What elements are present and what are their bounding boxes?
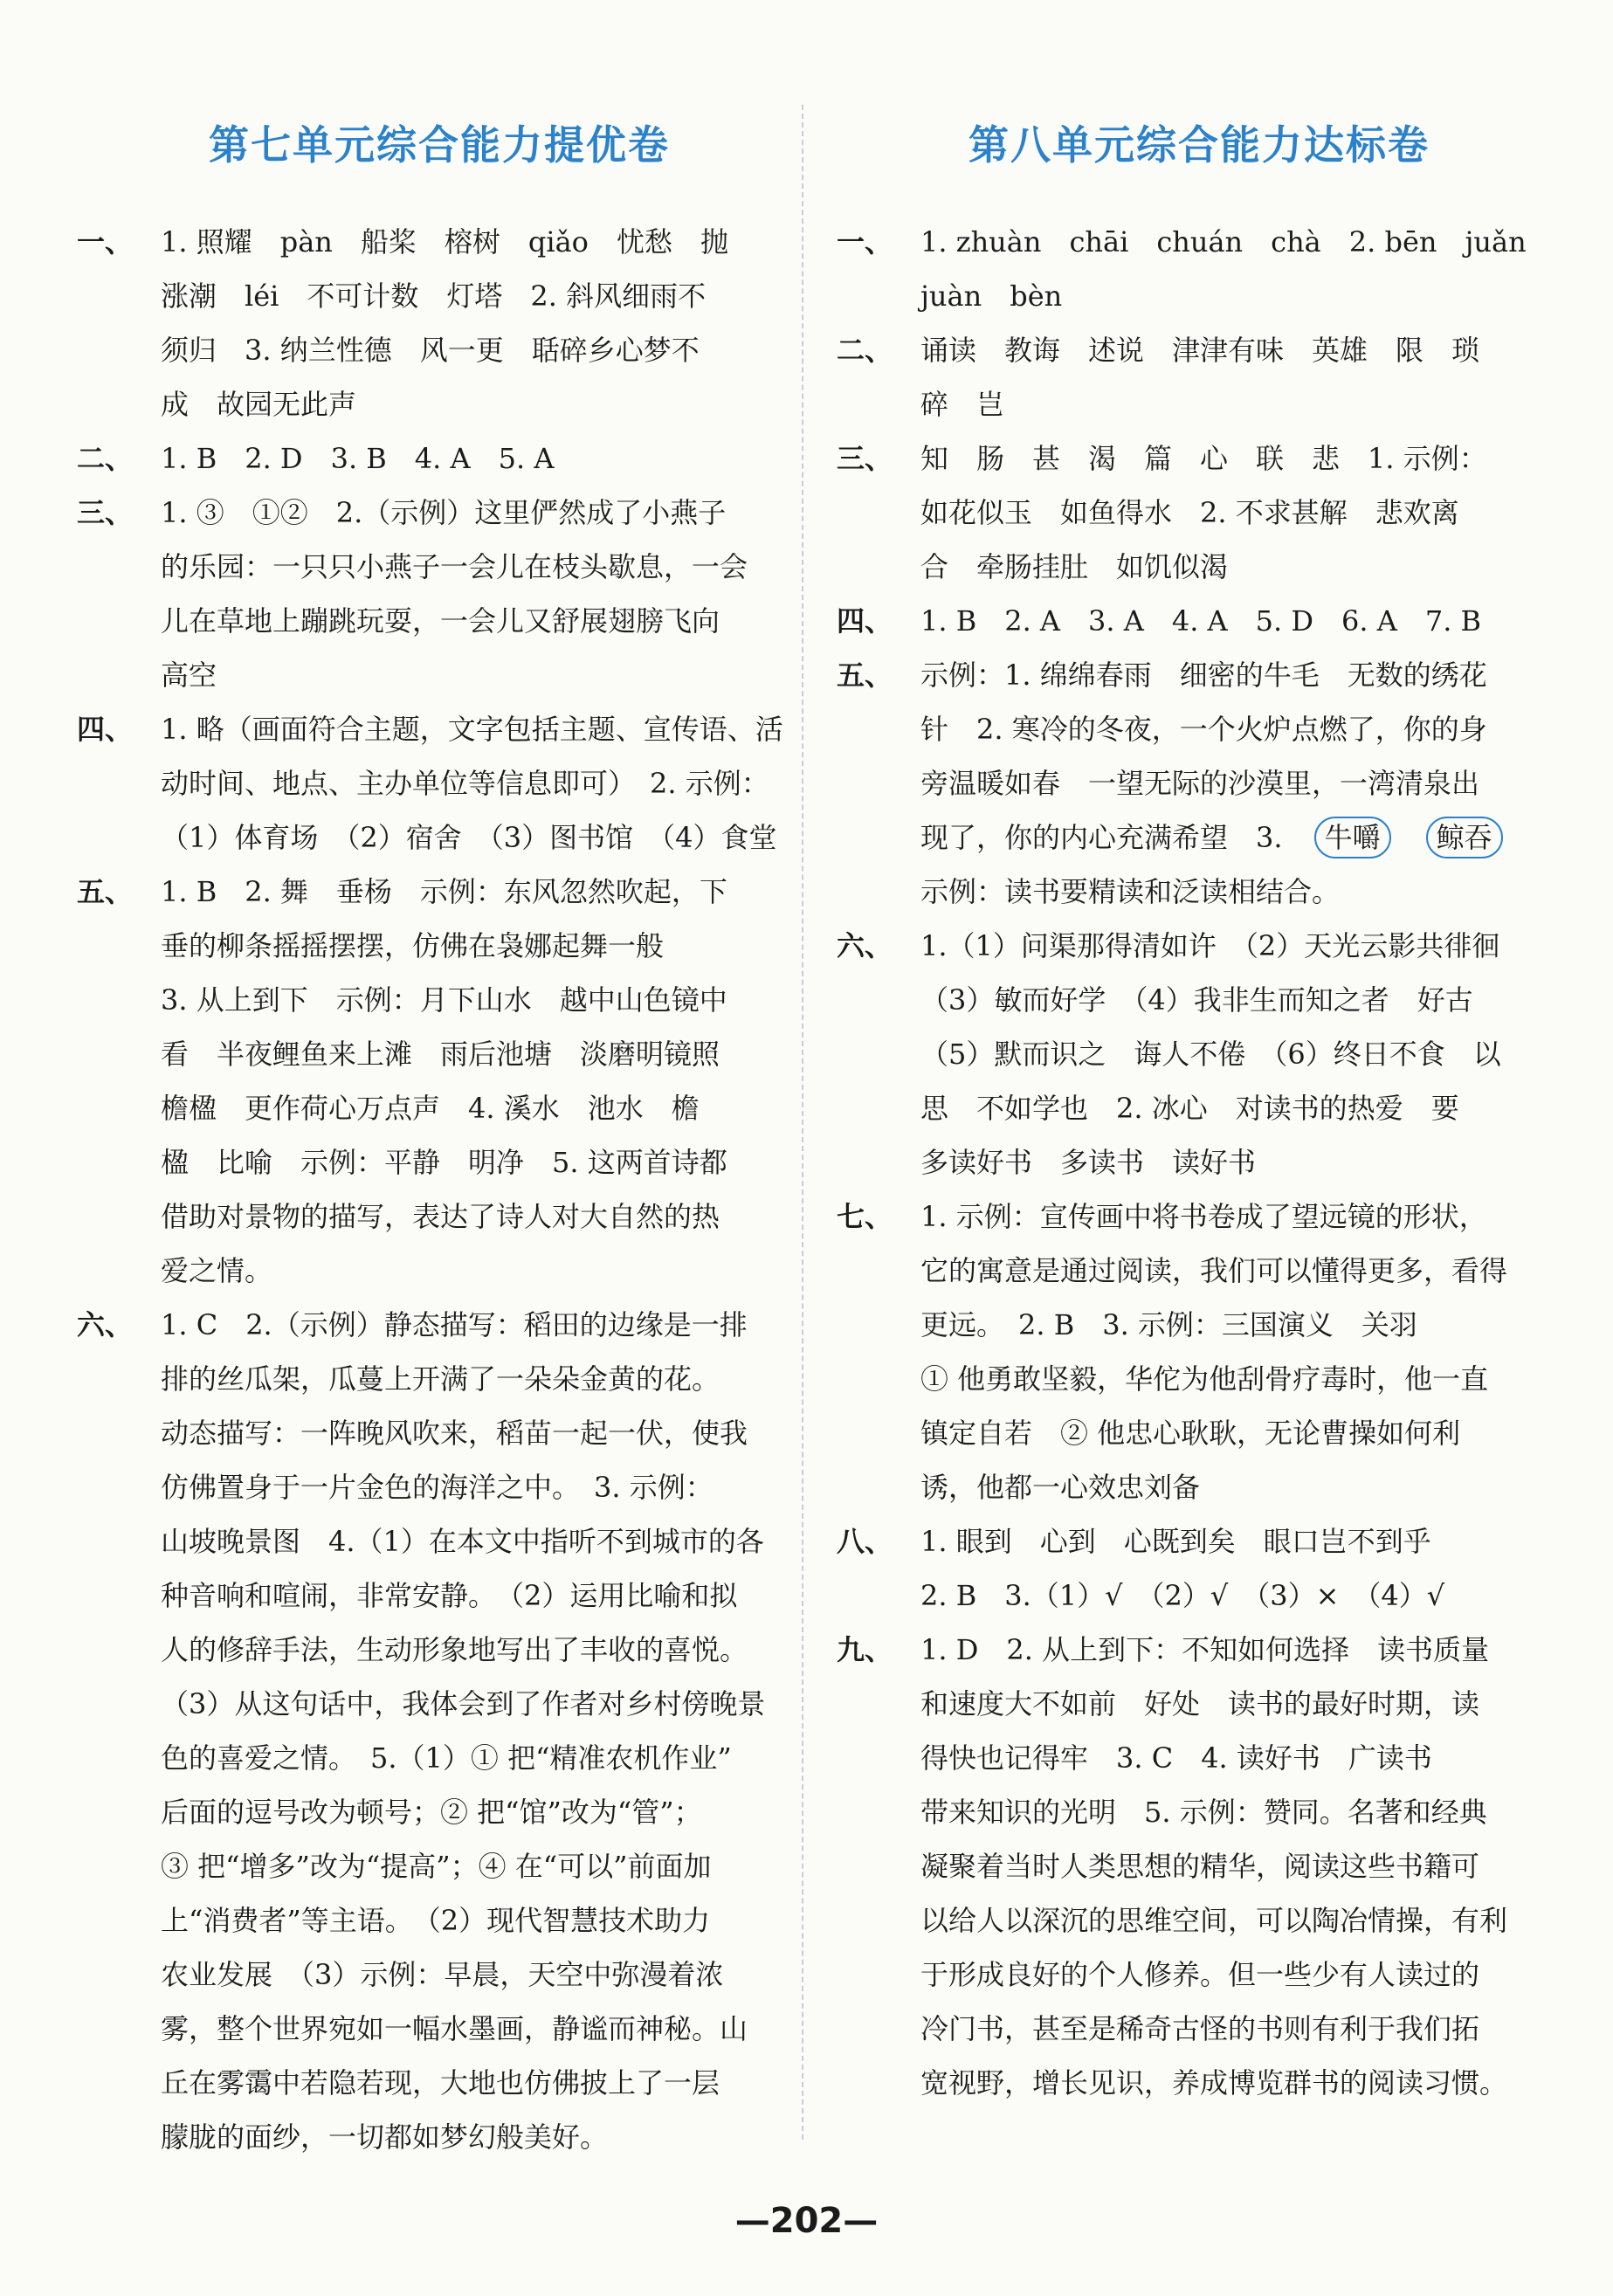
section-label: 五、 (77, 875, 134, 908)
answer-text: 色的喜爱之情。 5.（1）① 把“精准农机作业” (161, 1741, 732, 1775)
answer-line (77, 1514, 802, 1569)
answer-text: 1. zhuàn chāi chuán chà 2. bēn juǎn (920, 225, 1527, 259)
answer-text: （3）从这句话中，我体会到了作者对乡村傍晚景 (161, 1687, 766, 1720)
section-label: 九、 (837, 1633, 893, 1666)
answer-text: 爱之情。 (161, 1254, 273, 1287)
left-column (77, 114, 802, 2164)
answer-line (77, 377, 802, 431)
answer-text: 垂的柳条摇摇摆摆，仿佛在袅娜起舞一般 (161, 929, 665, 962)
answer-text: 雾，整个世界宛如一幅水墨画，静谧而神秘。山 (161, 2012, 748, 2045)
answer-text: 1. 照耀 pàn 船桨 榕树 qiǎo 忧愁 抛 (161, 225, 728, 259)
answer-text: 诵读 教诲 述说 津津有味 英雄 限 琐 (920, 334, 1480, 367)
answer-text: 凝聚着当时人类思想的精华，阅读这些书籍可 (920, 1850, 1480, 1883)
answer-line (77, 1569, 802, 1623)
answer-line (837, 702, 1561, 756)
page-number: —202— (734, 2201, 879, 2241)
answer-text: 檐楹 更作荷心万点声 4. 溪水 池水 檐 (161, 1092, 700, 1125)
left-answers (77, 215, 802, 2164)
answer-section (837, 810, 1561, 865)
answer-text: 朦胧的面纱，一切都如梦幻般美好。 (161, 2120, 609, 2154)
answer-line (837, 594, 1561, 648)
answer-text: juàn bèn (920, 279, 1063, 313)
answer-line (837, 1135, 1561, 1189)
answer-line (77, 1893, 802, 1948)
answer-line (837, 540, 1561, 594)
answer-line (837, 1569, 1561, 1623)
answer-line (837, 1406, 1561, 1460)
answer-section (837, 431, 1561, 594)
answer-text: 后面的逗号改为顿号；② 把“馆”改为“管”； (161, 1796, 702, 1829)
answer-line (837, 2002, 1561, 2056)
answer-line (77, 486, 802, 540)
answer-line (77, 1785, 802, 1839)
answer-text: （5）默而识之 诲人不倦 （6）终日不食 以 (920, 1038, 1501, 1071)
answer-text: 多读好书 多读书 读好书 (920, 1146, 1257, 1179)
answer-line (77, 431, 802, 486)
answer-text: 楹 比喻 示例：平静 明净 5. 这两首诗都 (161, 1146, 727, 1179)
answer-line (837, 973, 1561, 1027)
answer-text: 动时间、地点、主办单位等信息即可） 2. 示例： (161, 767, 769, 800)
answer-line (77, 702, 802, 756)
answer-section (837, 1514, 1561, 1623)
answer-text: 冷门书，甚至是稀奇古怪的书则有利于我们拓 (920, 2012, 1480, 2045)
section-label: 一、 (837, 225, 893, 259)
answer-text: 得快也记得牢 3. C 4. 读好书 广读书 (920, 1741, 1432, 1775)
answer-text: 1. 略（画面符合主题，文字包括主题、宣传语、活 (161, 713, 783, 746)
answer-line (77, 1839, 802, 1893)
right-answers (837, 215, 1561, 2110)
section-label: 三、 (837, 442, 893, 475)
answer-line (837, 1244, 1561, 1298)
answer-line (837, 269, 1561, 323)
answer-line (77, 1948, 802, 2002)
answer-text: 仿佛置身于一片金色的海洋之中。 3. 示例： (161, 1471, 713, 1504)
section-label: 二、 (837, 334, 893, 367)
section-label: 四、 (837, 604, 893, 638)
answer-line (77, 1244, 802, 1298)
answer-section (837, 648, 1561, 810)
answer-line (837, 377, 1561, 431)
answer-text: 1. B 2. A 3. A 4. A 5. D 6. A 7. B (920, 604, 1482, 638)
answer-line (837, 865, 1561, 919)
answer-line (837, 431, 1561, 486)
answer-text: 涨潮 léi 不可计数 灯塔 2. 斜风细雨不 (161, 279, 707, 313)
answer-line (77, 1406, 802, 1460)
answer-line (77, 2056, 802, 2110)
answer-text: 以给人以深沉的思维空间，可以陶冶情操，有利 (920, 1904, 1508, 1937)
answer-line (77, 1298, 802, 1352)
answer-text: 1.（1）问渠那得清如许 （2）天光云影共徘徊 (920, 929, 1500, 962)
answer-line (77, 1135, 802, 1189)
section-label: 六、 (77, 1308, 134, 1341)
answer-line (77, 919, 802, 973)
answer-line (837, 648, 1561, 702)
answer-line (77, 323, 802, 377)
answer-line (837, 486, 1561, 540)
answer-text: ③ 把“增多”改为“提高”；④ 在“可以”前面加 (161, 1850, 712, 1883)
answer-line (77, 1189, 802, 1244)
answer-text: 示例：读书要精读和泛读相结合。 (920, 875, 1341, 908)
answer-line (77, 810, 802, 865)
answer-text: 它的寓意是通过阅读，我们可以懂得更多，看得 (920, 1254, 1508, 1287)
answer-line (77, 2002, 802, 2056)
answer-section (77, 702, 802, 865)
left-title: 第七单元综合能力提优卷 (209, 121, 670, 169)
answer-line (837, 323, 1561, 377)
section-label: 五、 (837, 658, 893, 692)
answer-line (837, 1352, 1561, 1406)
answer-text: 现了，你的内心充满希望 3. (920, 821, 1283, 854)
right-column (837, 114, 1561, 2110)
answer-text: 人的修辞手法，生动形象地写出了丰收的喜悦。 (161, 1633, 748, 1666)
answer-line (837, 1027, 1561, 1081)
answer-text: 1. C 2.（示例）静态描写：稻田的边缘是一排 (161, 1308, 748, 1341)
answer-section (77, 486, 802, 702)
answer-section (837, 594, 1561, 648)
answer-section (837, 919, 1561, 1189)
answer-line (77, 756, 802, 810)
answer-line (837, 1189, 1561, 1244)
answer-line (77, 1623, 802, 1677)
answer-text: 更远。 2. B 3. 示例：三国演义 关羽 (920, 1308, 1417, 1341)
section-label: 七、 (837, 1200, 893, 1233)
answer-text: 山坡晚景图 4.（1）在本文中指听不到城市的各 (161, 1525, 764, 1558)
section-label: 三、 (77, 496, 134, 529)
answer-text: 于形成良好的个人修养。但一些少有人读过的 (920, 1958, 1480, 1991)
answer-text: 示例：1. 绵绵春雨 细密的牛毛 无数的绣花 (920, 658, 1487, 692)
answer-line (77, 1081, 802, 1135)
section-label: 二、 (77, 442, 134, 475)
answer-line (837, 1623, 1561, 1677)
answer-line (837, 1731, 1561, 1785)
answer-line (77, 215, 802, 269)
answer-section (77, 1298, 802, 2164)
answer-text: 宽视野，增长见识，养成博览群书的阅读习惯。 (920, 2066, 1508, 2099)
answer-text: 针 2. 寒冷的冬夜，一个火炉点燃了，你的身 (920, 713, 1487, 746)
answer-line (77, 269, 802, 323)
answer-text: 思 不如学也 2. 冰心 对读书的热爱 要 (920, 1092, 1459, 1125)
answer-text: 2. B 3.（1）√ （2）√ （3）× （4）√ (920, 1579, 1445, 1612)
circled-word: 鲸吞 (1426, 817, 1503, 858)
answer-line (837, 756, 1561, 810)
answer-line (837, 1081, 1561, 1135)
answer-section (837, 215, 1561, 323)
answer-text: 1. B 2. 舞 垂杨 示例：东风忽然吹起，下 (161, 875, 727, 908)
answer-text: 成 故园无此声 (161, 388, 357, 421)
answer-section (837, 1623, 1561, 2110)
answer-section (77, 431, 802, 486)
answer-text: 1. D 2. 从上到下：不知如何选择 读书质量 (920, 1633, 1490, 1666)
answer-section (77, 215, 802, 431)
section-label: 六、 (837, 929, 893, 962)
answer-text: 农业发展 （3）示例：早晨，天空中弥漫着浓 (161, 1958, 724, 1991)
answer-line (77, 2110, 802, 2164)
answer-text: 旁温暖如春 一望无际的沙漠里，一湾清泉出 (920, 767, 1480, 800)
answer-text: 借助对景物的描写，表达了诗人对大自然的热 (161, 1200, 720, 1233)
answer-section (837, 323, 1561, 431)
answer-text: 1. 示例：宣传画中将书卷成了望远镜的形状， (920, 1200, 1487, 1233)
answer-line (77, 973, 802, 1027)
answer-line (77, 594, 802, 648)
answer-section (837, 865, 1561, 919)
right-title: 第八单元综合能力达标卷 (968, 121, 1430, 169)
answer-line (837, 1677, 1561, 1731)
answer-text: 1. ③ ①② 2.（示例）这里俨然成了小燕子 (161, 496, 727, 529)
answer-line (837, 919, 1561, 973)
answer-text: 合 牵肠挂肚 如饥似渴 (920, 550, 1229, 583)
answer-text: 诱，他都一心效忠刘备 (920, 1471, 1201, 1504)
answer-text: 1. B 2. D 3. B 4. A 5. A (161, 442, 555, 475)
answer-text: 1. 眼到 心到 心既到矣 眼口岂不到乎 (920, 1525, 1431, 1558)
answer-line (77, 1352, 802, 1406)
answer-line (77, 648, 802, 702)
answer-line (837, 1893, 1561, 1948)
answer-text: 上“消费者”等主语。 （2）现代智慧技术助力 (161, 1904, 711, 1937)
answer-text: 高空 (161, 658, 217, 692)
answer-line (837, 1514, 1561, 1569)
column-divider (802, 105, 803, 2140)
answer-line (837, 1460, 1561, 1514)
answer-text: （3）敏而好学 （4）我非生而知之者 好古 (920, 983, 1473, 1017)
section-label: 一、 (77, 225, 134, 259)
answer-line (837, 215, 1561, 269)
answer-line (837, 2056, 1561, 2110)
answer-text: 碎 岂 (920, 388, 1005, 421)
answer-line (77, 865, 802, 919)
answer-line (77, 540, 802, 594)
answer-text: 如花似玉 如鱼得水 2. 不求甚解 悲欢离 (920, 496, 1459, 529)
answer-section (77, 865, 802, 1298)
answer-text: 动态描写：一阵晚风吹来，稻苗一起一伏，使我 (161, 1417, 748, 1450)
answer-line (837, 1298, 1561, 1352)
answer-text: 儿在草地上蹦跳玩耍，一会儿又舒展翅膀飞向 (161, 604, 720, 638)
section-label: 四、 (77, 713, 134, 746)
answer-text: ① 他勇敢坚毅，华佗为他刮骨疗毒时，他一直 (920, 1362, 1489, 1396)
answer-text: 知 肠 甚 渴 篇 心 联 悲 1. 示例： (920, 442, 1487, 475)
answer-line (77, 1677, 802, 1731)
answer-text: 丘在雾霭中若隐若现，大地也仿佛披上了一层 (161, 2066, 720, 2099)
answer-text: 3. 从上到下 示例：月下山水 越中山色镜中 (161, 983, 727, 1017)
answer-text: 镇定自若 ② 他忠心耿耿，无论曹操如何利 (920, 1417, 1461, 1450)
answer-text: 的乐园：一只只小燕子一会儿在枝头歇息，一会 (161, 550, 748, 583)
answer-text: 看 半夜鲤鱼来上滩 雨后池塘 淡磨明镜照 (161, 1038, 720, 1071)
answer-line (837, 1839, 1561, 1893)
section-label: 八、 (837, 1525, 893, 1558)
circled-word: 牛嚼 (1314, 817, 1391, 858)
answer-line-with-circled-words (837, 810, 1561, 865)
answer-text: 排的丝瓜架，瓜蔓上开满了一朵朵金黄的花。 (161, 1362, 720, 1396)
answer-text: 带来知识的光明 5. 示例：赞同。名著和经典 (920, 1796, 1487, 1829)
answer-line (77, 1460, 802, 1514)
answer-text: 种音响和喧闹，非常安静。 （2）运用比喻和拟 (161, 1579, 738, 1612)
answer-text: 和速度大不如前 好处 读书的最好时期，读 (920, 1687, 1480, 1720)
answer-line (837, 1948, 1561, 2002)
answer-text: 须归 3. 纳兰性德 风一更 聒碎乡心梦不 (161, 334, 700, 367)
answer-line (77, 1027, 802, 1081)
answer-line (837, 1785, 1561, 1839)
answer-line (77, 1731, 802, 1785)
answer-section (837, 1189, 1561, 1514)
answer-text: （1）体育场 （2）宿舍 （3）图书馆 （4）食堂 (161, 821, 777, 854)
